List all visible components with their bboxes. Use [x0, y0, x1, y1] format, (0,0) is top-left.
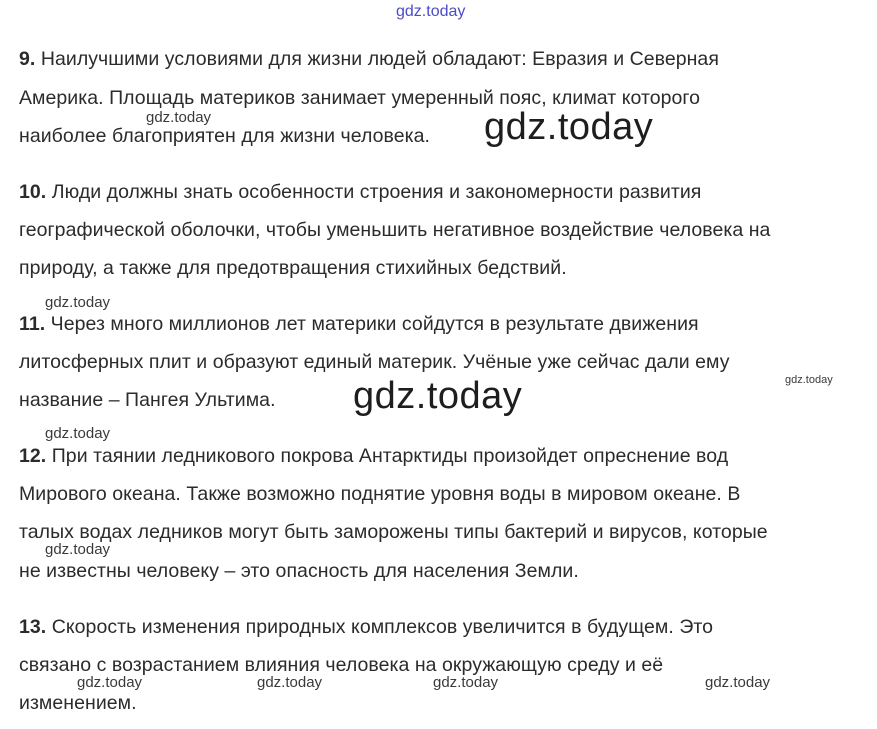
answer-12-text-1: При таянии ледникового покрова Антарктиды произойдет опреснение вод	[51, 445, 729, 467]
answer-9-number: 9.	[19, 48, 36, 70]
answer-9-line-1	[19, 47, 719, 71]
answer-11-number: 11.	[19, 313, 46, 335]
answer-13-line-3: изменением.	[19, 692, 137, 714]
answer-11-line-3: название – Пангея Ультима.	[19, 389, 276, 411]
answer-13-line-1	[19, 615, 713, 639]
answer-9-text-1: Наилучшими условиями для жизни людей обладают: Евразия и Северная	[40, 48, 719, 70]
answer-9-line-3: наиболее благоприятен для жизни человека.	[19, 125, 430, 147]
watermark: gdz.today	[45, 541, 111, 558]
answer-12-line-2: Мирового океана. Также возможно поднятие уровня воды в мировом океане. В	[19, 483, 741, 505]
watermark: gdz.today	[785, 374, 833, 386]
answer-10-line-1	[19, 180, 701, 204]
answer-10-text-1: Люди должны знать особенности строения и закономерности развития	[51, 181, 702, 203]
watermark: gdz.today	[433, 674, 499, 691]
answer-10-number: 10.	[19, 181, 47, 203]
answer-12-number: 12.	[19, 445, 47, 467]
answer-11-text-1: Через много миллионов лет материки сойдутся в результате движения	[50, 313, 699, 335]
watermark-large: gdz.today	[484, 106, 654, 148]
answer-9-line-2: Америка. Площадь материков занимает умеренный пояс, климат которого	[19, 87, 701, 109]
header-watermark: gdz.today	[396, 3, 466, 20]
watermark: gdz.today	[705, 674, 771, 691]
answer-11-line-2: литосферных плит и образуют единый материк. Учёные уже сейчас дали ему	[19, 351, 730, 373]
watermark: gdz.today	[146, 109, 212, 126]
watermark: gdz.today	[45, 425, 111, 442]
answer-13-line-2: связано с возрастанием влияния человека на окружающую среду и её	[19, 654, 664, 676]
watermark: gdz.today	[77, 674, 143, 691]
answer-11-line-1	[19, 312, 699, 336]
watermark: gdz.today	[257, 674, 323, 691]
answer-12-line-1	[19, 444, 728, 468]
answer-12-line-3: талых водах ледников могут быть заморожены типы бактерий и вирусов, которые	[19, 521, 768, 543]
answer-10-line-3: природу, а также для предотвращения стихийных бедствий.	[19, 257, 567, 279]
answer-13-text-1: Скорость изменения природных комплексов увеличится в будущем. Это	[51, 616, 714, 638]
watermark-large: gdz.today	[353, 375, 523, 417]
answer-10-line-2: географической оболочки, чтобы уменьшить негативное воздействие человека на	[19, 219, 771, 241]
answer-13-number: 13.	[19, 616, 47, 638]
watermark: gdz.today	[45, 294, 111, 311]
answer-12-line-4: не известны человеку – это опасность для населения Земли.	[19, 560, 579, 582]
